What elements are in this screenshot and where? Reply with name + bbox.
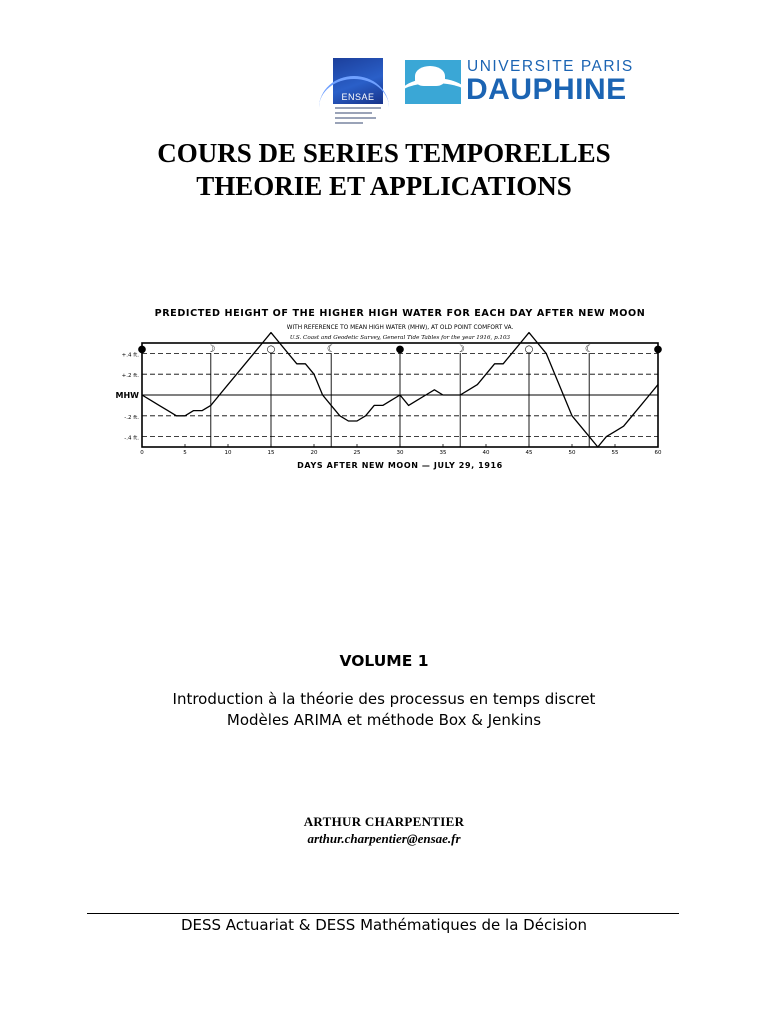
x-tick-label: 60 <box>654 450 662 456</box>
title-line-2: THEORIE ET APPLICATIONS <box>196 171 572 201</box>
chart-title: PREDICTED HEIGHT OF THE HIGHER HIGH WATER FOR EACH DAY AFTER NEW MOON <box>154 308 646 319</box>
footer-divider <box>87 913 679 914</box>
tide-chart <box>115 300 670 470</box>
chart-source: U.S. Coast and Geodetic Survey, General Tide Tables for the year 1916, p.103 <box>289 335 511 341</box>
moon-phase-icon: ☾ <box>326 344 336 355</box>
moon-phase-icon: ☽ <box>206 344 216 355</box>
dolphin-icon <box>405 60 461 104</box>
moon-phase-icon: ● <box>395 344 405 355</box>
x-tick-label: 55 <box>611 450 619 456</box>
ensae-logo <box>333 58 383 130</box>
moon-phase-icon: ● <box>653 344 663 355</box>
dauphine-logo <box>405 58 655 106</box>
dauphine-logo-top: UNIVERSITE PARIS <box>467 58 634 75</box>
x-tick-label: 25 <box>353 450 361 456</box>
x-tick-label: 20 <box>310 450 318 456</box>
x-tick-label: 40 <box>482 450 490 456</box>
chart-plot-area <box>116 333 663 456</box>
author-name: ARTHUR CHARPENTIER <box>303 814 465 829</box>
x-tick-label: 50 <box>568 450 576 456</box>
x-tick-label: 0 <box>140 450 144 456</box>
tide-chart-figure <box>115 300 670 470</box>
x-tick-label: 30 <box>396 450 404 456</box>
ensae-emblem <box>333 58 383 104</box>
author-email: arthur.charpentier@ensae.fr <box>307 831 461 846</box>
y-tick-label: +.2 ft. <box>121 373 139 380</box>
chart-x-label: DAYS AFTER NEW MOON — JULY 29, 1916 <box>297 461 503 470</box>
ensae-logo-text: ENSAE <box>341 92 375 102</box>
subtitle-line-2: Modèles ARIMA et méthode Box & Jenkins <box>226 711 542 729</box>
moon-phase-icon: ● <box>137 344 147 355</box>
moon-phase-icon: ○ <box>266 344 276 355</box>
header-logos <box>0 58 768 128</box>
x-tick-label: 5 <box>183 450 187 456</box>
chart-subtitle: WITH REFERENCE TO MEAN HIGH WATER (MHW), AT OLD POINT COMFORT VA. <box>286 325 514 331</box>
y-tick-label: MHW <box>115 391 139 400</box>
footer-text: DESS Actuariat & DESS Mathématiques de la Décision <box>180 916 588 934</box>
y-tick-label: +.4 ft. <box>121 352 139 359</box>
x-tick-label: 45 <box>525 450 533 456</box>
dauphine-logo-main: DAUPHINE <box>466 73 627 106</box>
document-subtitle <box>0 689 768 731</box>
moon-phase-icon: ☽ <box>455 344 465 355</box>
volume-heading: VOLUME 1 <box>339 652 429 670</box>
ensae-logo-subtext <box>335 107 381 127</box>
document-title <box>0 137 768 203</box>
x-tick-label: 15 <box>267 450 275 456</box>
x-tick-label: 35 <box>439 450 447 456</box>
moon-phase-icon: ☾ <box>584 344 594 355</box>
y-tick-label: -.4 ft. <box>124 435 139 442</box>
moon-phase-icon: ○ <box>524 344 534 355</box>
subtitle-line-1: Introduction à la théorie des processus en temps discret <box>172 690 596 708</box>
y-tick-label: -.2 ft. <box>124 414 139 421</box>
title-line-1: COURS DE SERIES TEMPORELLES <box>157 138 611 168</box>
x-tick-label: 10 <box>224 450 232 456</box>
